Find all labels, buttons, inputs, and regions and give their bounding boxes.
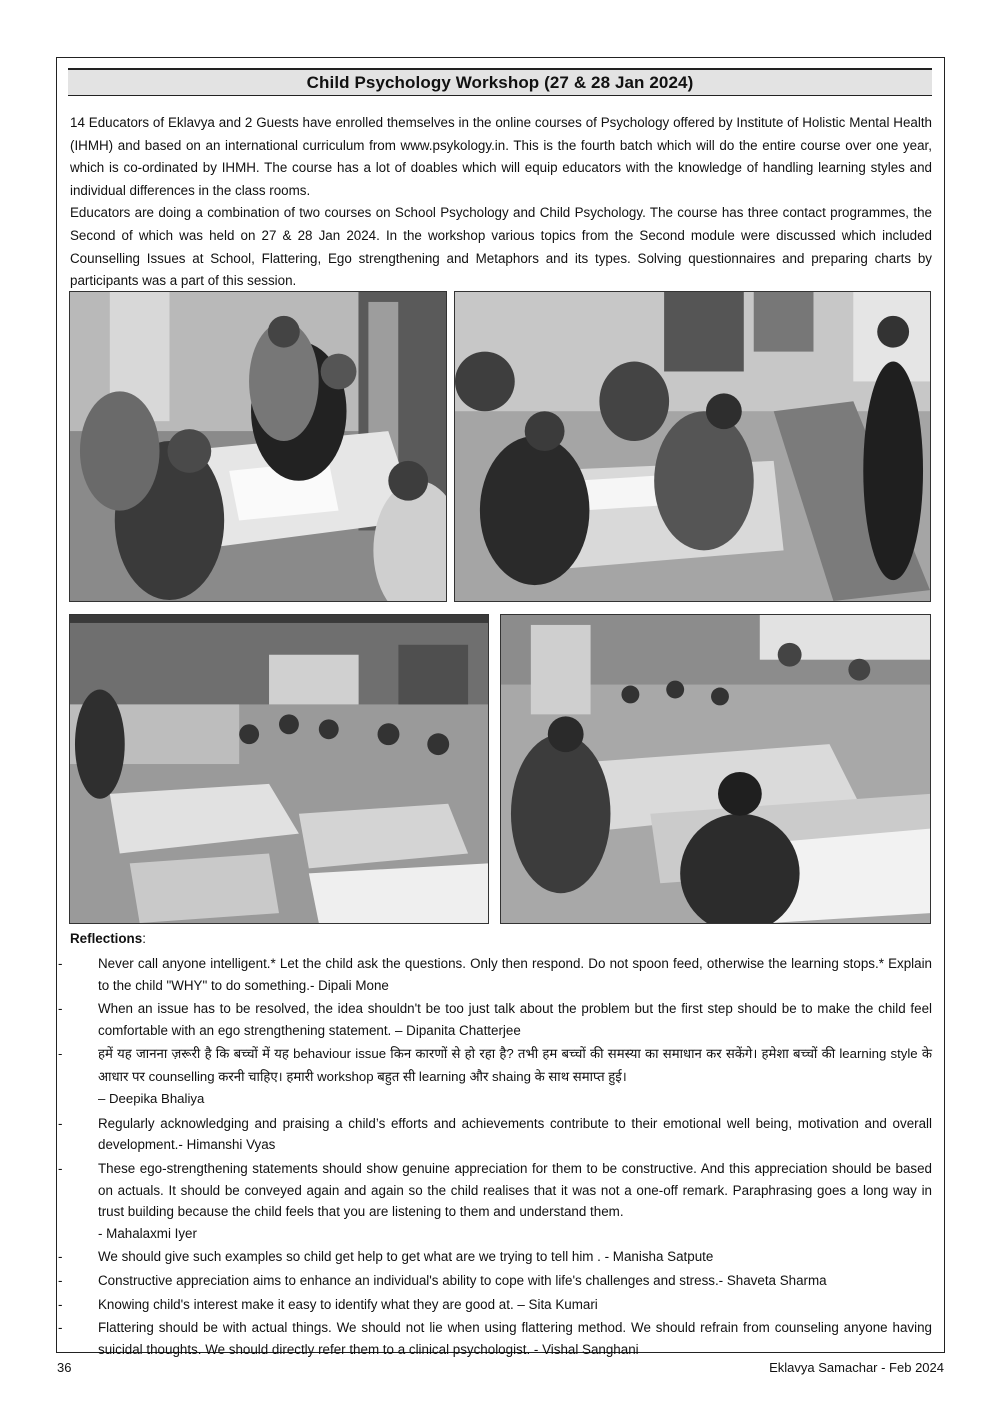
page-number: 36 — [57, 1360, 72, 1375]
reflections-heading: Reflections: — [70, 931, 146, 946]
reflections-section — [58, 929, 932, 1362]
reflection-item: - Knowing child's interest make it easy to identify what they are good at. – Sita Kumari — [58, 1296, 598, 1312]
reflection-item: - हमें यह जानना ज़रूरी है कि बच्चों में यह behaviour issue किन कारणों से हो रहा है? तभी हम बच्चों की समस्या का समाधान कर सकेंगे। हमेशा बच्चों की learning style के आधार पर counselling करनी चाहिए। हमारी workshop बहुत सी learning और shaing के साथ समाप्त हुई। – Deepika Bhaliya — [58, 1043, 932, 1111]
workshop-photo-1 — [69, 291, 447, 602]
intro-paragraph-1: 14 Educators of Eklavya and 2 Guests have enrolled themselves in the online courses of Psychology offered by Institute of Holistic Mental Health (IHMH) and based on an international curriculum from www.psykology.in. This is the fourth batch which will do the entire course over one year, which is co-ordinated by IHMH. The course has a lot of doables which will equip educators with the knowledge of handling learning styles and individual differences in the class rooms. — [70, 115, 932, 198]
title-bar — [68, 68, 932, 96]
workshop-photo-2 — [454, 291, 931, 602]
workshop-photo-4 — [500, 614, 931, 924]
reflection-author: – Deepika Bhaliya — [98, 1091, 205, 1107]
reflection-item: - Flattering should be with actual things. We should not lie when using flattering method. We should refrain from counseling anyone having suicidal thoughts. We should directly refer them to a clinical psychologist. - Vishal Sanghani — [58, 1320, 932, 1357]
reflection-item: - Regularly acknowledging and praising a child’s efforts and achievements contribute to their emotional well being, motivation and overall development.- Himanshi Vyas — [58, 1115, 932, 1153]
reflection-item: - When an issue has to be resolved, the idea shouldn't be too just talk about the problem but the first step should be to make the child feel comfortable with an ego strengthening statement. – Dipanita Chatterjee — [58, 1001, 932, 1038]
reflections-list — [58, 953, 932, 1360]
reflection-item: - Never call anyone intelligent.* Let the child ask the questions. Only then respond. Do not spoon feed, otherwise the learning stops.* Explain to the child "WHY" to do something.- Dipali Mone — [58, 956, 932, 993]
intro-text — [70, 112, 932, 293]
reflection-item: - We should give such examples so child get help to get what are we trying to tell him . - Manisha Satpute — [58, 1249, 714, 1265]
workshop-photo-3 — [69, 614, 489, 924]
reflection-item: - Constructive appreciation aims to enhance an individual's ability to cope with life's challenges and stress.- Shaveta Sharma — [58, 1273, 827, 1289]
publication-name: Eklavya Samachar - Feb 2024 — [769, 1360, 944, 1375]
intro-paragraph-2: Educators are doing a combination of two courses on School Psychology and Child Psychology. The course has three contact programmes, the Second of which was held on 27 & 28 Jan 2024. In the workshop various topics from the Second module were discussed which included Counselling Issues at School, Flattering, Ego strengthening and Metaphors and its types. Solving questionnaires and preparing charts by participants was a part of this session. — [70, 205, 932, 289]
reflection-item: - These ego-strengthening statements should show genuine appreciation for them to be constructive. And this appreciation should be based on actuals. It should be conveyed again and again so the child realises that it was not a one-off remark. Paraphrasing goes a long way in trust building because the child feels that you are listening to them and understand them. - Mahalaxmi Iyer — [58, 1158, 932, 1244]
reflection-author: - Mahalaxmi Iyer — [98, 1225, 197, 1241]
page-title: Child Psychology Workshop (27 & 28 Jan 2024) — [306, 72, 694, 92]
